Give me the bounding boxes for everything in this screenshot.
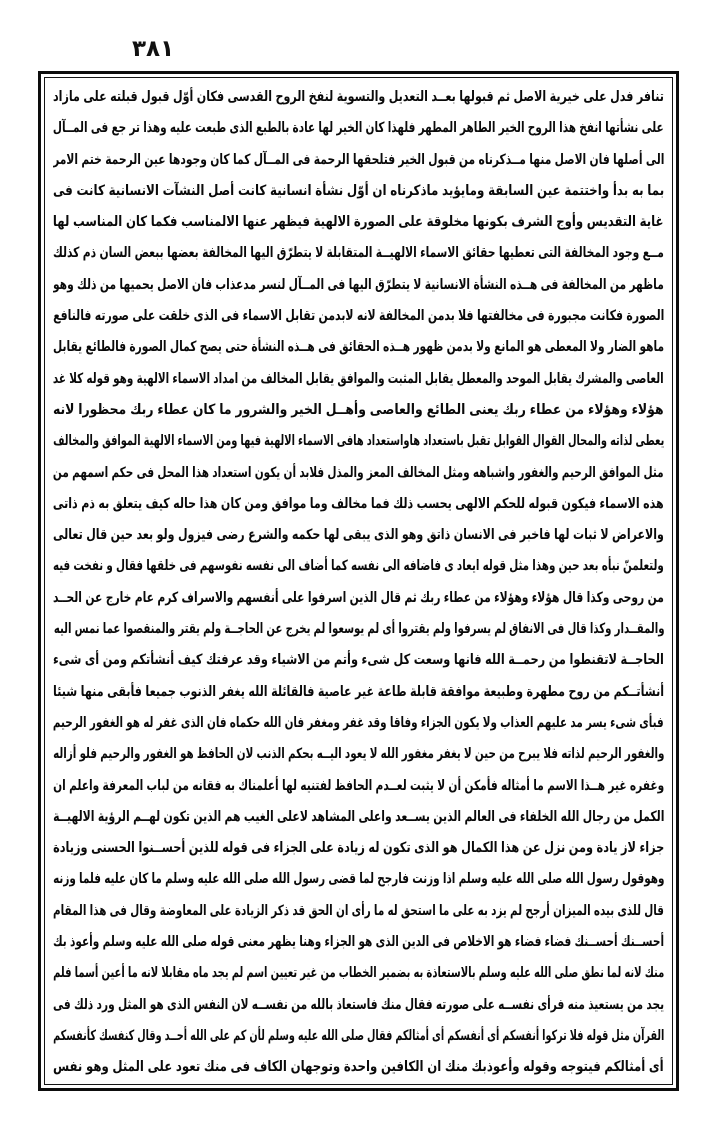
text-line <box>53 395 664 426</box>
text-line-content: وهوقول رسول الله صلى الله عليه وسلم اذا وزنت فارجح لما قضى رسول الله صلى الله عليه وسلم ما كان عليه فلما وزنه <box>53 871 664 888</box>
text-line <box>53 990 664 1021</box>
text-line <box>53 176 664 207</box>
text-line-content: غاية التقديس وأوج الشرف بكونها مخلوقة على الصورة الالهية فيظهر عنها الالمناسب فكما كان المناسب لها <box>53 214 664 231</box>
text-line-content: ماظهر من المخالفة فى هــذه النشأة الانسانية لا يتطرّق اليها فى المــآل لنسر مدعذاب فان الاصل يحميها من ذلك وهو <box>53 276 664 293</box>
text-line-content: قال للذى بيده الميزان أرجح لم يزد به على ما استحق له ما رأى ان الحق قد ذكر الزيادة على المعاوضة وقال فى هذا المقام <box>53 902 664 919</box>
text-line <box>53 270 664 301</box>
text-line-content: أنشأتــكم من روح مطهرة وطبيعة موافقة قابلة طاعة غير عاصية فالقائلة الله يغفر الذنوب جميعا فأبقى منها شيئا <box>53 683 664 700</box>
text-line <box>53 1021 664 1052</box>
text-line <box>53 489 664 520</box>
text-line <box>53 145 664 176</box>
text-line-content: فبأى شىء يسر مد عليهم العذاب ولا يكون الجزاء وفاقا وقد غفر ومغفر فان الله حكماه فان الذى غفر له هو الغفور الرحيم <box>53 714 664 731</box>
page-number: ١٨٣ <box>132 36 175 62</box>
text-line <box>53 551 664 582</box>
text-line <box>53 583 664 614</box>
text-line <box>53 864 664 895</box>
text-line-content: والاعراض لا ثبات لها فاخبر فى الانسان ذاتق وهو الذى يبقى لها حكمه والشرع رضى فيزول ولو بعد حين قال تعالى <box>53 527 664 544</box>
text-line-content: من روحى وكذا قال هؤلاء وهؤلاء من عطاء ربك ثم قال الذين اسرفوا على أنفسهم والاسراف كرم عام خارج عن الحــد <box>53 589 664 606</box>
text-line-content: الى أصلها فان الاصل منها مــذكرناه من قبول الخير فتلحقها الرحمة فى المــآل كما كان وجودها عين الرحمة ختم الامر <box>53 151 664 168</box>
text-line <box>53 927 664 958</box>
text-line <box>53 332 664 363</box>
text-line-content: يعطى لذاته والمحال القوال القوابل تقبل باستعداد هاواستعداد هافى الاسماء الالهية فيها ومن الاسماء الالهية الموافق والمخالف <box>53 433 664 450</box>
text-line-content: يجد من يستعيذ منه فرأى نفســه على صورته فقال منك فاستعاذ بالله من نفســه لان النفس الذى هو المثل ورد ذلك فى <box>53 996 664 1013</box>
text-line-content: هؤلاء وهؤلاء من عطاء ربك يعنى الطائع والعاصى وأهــل الخير والشرور ما كان عطاء ربك محظورا لانه <box>53 401 664 418</box>
text-line-content: ولتعلمنّ نبأه بعد حين وهذا مثل قوله ايعاد ى فاضافه الى نفسه كما أضاف الى نفسه نفوسهم فى خلقها فقال و نفخت فيه <box>53 558 664 575</box>
text-line <box>53 833 664 864</box>
text-line-content: الكمل من رجال الله الخلفاء فى العالم الذين يســعد واعلى المشاهد لاعلى الغيب هم الذين تكون لهــم الرؤية الالهيــة <box>53 808 664 825</box>
text-line <box>53 802 664 833</box>
text-line-content: وغفره غير هــذا الاسم ما أمثاله فأمكن أن لا يثبت لعــدم الحافظ لفتنيه لها أعلمناك به فقانه من لباب المعرفة واعلم ان <box>53 777 664 794</box>
text-line-content: منك لانه لما نطق صلى الله عليه وسلم بالاستعاذة به بضمير الخطاب من غير تعيين اسم لم يجد ماه مقابلا لانه ما أعين أسما فلم <box>53 965 664 982</box>
text-line-content: بما به بدأ واختتمة عين السابقة ومايؤيد ماذكرناه ان أوّل نشأة انسانية كانت أصل النشآت الانسانية كانت فى <box>53 182 664 199</box>
text-line-content: أحســنك أحســنك فضاء فضاء هو الاخلاص فى الدين الذى هو الجزاء وهنا يظهر معنى قوله صلى الله عليه وسلم وأعوذ بك <box>53 934 664 951</box>
text-line-content: مثل الموافق الرحيم والغفور واشباهه ومثل المخالف المعز والمذل فلابد أن يكون استعداد هذا المحل فى حكم اسمهم من <box>53 464 664 481</box>
text-line <box>53 364 664 395</box>
text-line-content: والغفور الرحيم لذاته فلا يبرح من حين لا يغفر مغفور الله لا يعود اليــه بحكم الذنب لان الحافظ هو الغفور والرحيم فلو أزاله <box>53 746 664 763</box>
text-line <box>53 645 664 676</box>
text-line <box>53 207 664 238</box>
text-line-content: الصورة فكانت مجبورة فى مخالفتها فلا بدمن المخالفة لانه لابدمن تقابل الاسماء فى الذى خلقت على صورته فالنافع <box>53 308 664 325</box>
text-line <box>53 708 664 739</box>
text-line <box>53 113 664 144</box>
text-line <box>53 739 664 770</box>
text-line <box>53 1052 664 1082</box>
text-line-content: مــع وجود المخالفة التى تعطيها حقائق الاسماء الالهيــة المتقابلة لا يتطرّق اليها المخالفة بعضها ببعض السان ذم كذلك <box>53 245 664 262</box>
text-line <box>53 301 664 332</box>
text-line-content: العاصى والمشرك يقابل الموحد والمعطل يقابل المثبت والموافق يقابل المخالف من امداد الاسماء الالهية وهو قوله كلا غد <box>53 370 664 387</box>
text-line <box>53 82 664 113</box>
text-line-content: تنافر فدل على خيرية الاصل ثم قبولها بعــد التعديل والتسوية لنفخ الروح القدسى فكان أوّل قبول قبلته على مازاد <box>53 89 664 105</box>
text-line-content: أى أمثالكم فيتوجه وقوله وأعوذبك منك ان الكافين واحدة وتوجهان الكاف فى منك تعود على المثل وهو نفس <box>53 1059 664 1076</box>
text-line <box>53 677 664 708</box>
body-text-block <box>47 82 670 1082</box>
text-line-content: الحاجــة لاتقنطوا من رحمــة الله فانها وسعت كل شىء وأتم من الاشياء وقد عرفتك كيف أنشأتكم ومن أى شىء <box>53 652 664 669</box>
text-line <box>53 896 664 927</box>
text-line <box>53 520 664 551</box>
text-line-content: جزاء لاز يادة ومن نزل عن هذا الكمال هو الذى تكون له زيادة على الجزاء فى قوله للذين أحســنوا الحسنى وزيادة <box>53 840 664 857</box>
text-line-content: على نشأتها انفخ هذا الروح الخير الطاهر المطهر فلهذا كان الخير لها عادة بالطبع الذى طبعت عليه وهذا تر جع فى المــآل <box>53 120 664 137</box>
text-line-content: هذه الاسماء فيكون قبوله للحكم الالهى يحسب ذلك فما مخالف وما موافق ومن كان هذا حاله كيف يتعلق به ذم ذاتى <box>53 495 664 512</box>
text-line-content: القرآن مثل قوله فلا تركوا أنفسكم أى أنفسكم أى أمثالكم فقال صلى الله عليه وسلم لأن كم على الله أحــد وقال كنفسك كأنفسكم <box>53 1027 664 1044</box>
text-line <box>53 458 664 489</box>
text-line <box>53 426 664 457</box>
text-line-content: ماهو الضار ولا المعطى هو المانع ولا بدمن ظهور هــذه الحقائق فى هــذه النشأة حتى يصح كمال الصورة فالطائع يقابل <box>53 339 664 356</box>
text-line <box>53 771 664 802</box>
text-line <box>53 958 664 989</box>
text-line <box>53 238 664 269</box>
text-line-content: والمقــدار وكذا قال فى الانفاق لم يسرفوا ولم يقتروا أى لم يوسعوا لم يخرج عن الحاجــة ولم يقتر والمنقصوا عما نمس اليه <box>53 621 664 638</box>
text-line <box>53 614 664 645</box>
